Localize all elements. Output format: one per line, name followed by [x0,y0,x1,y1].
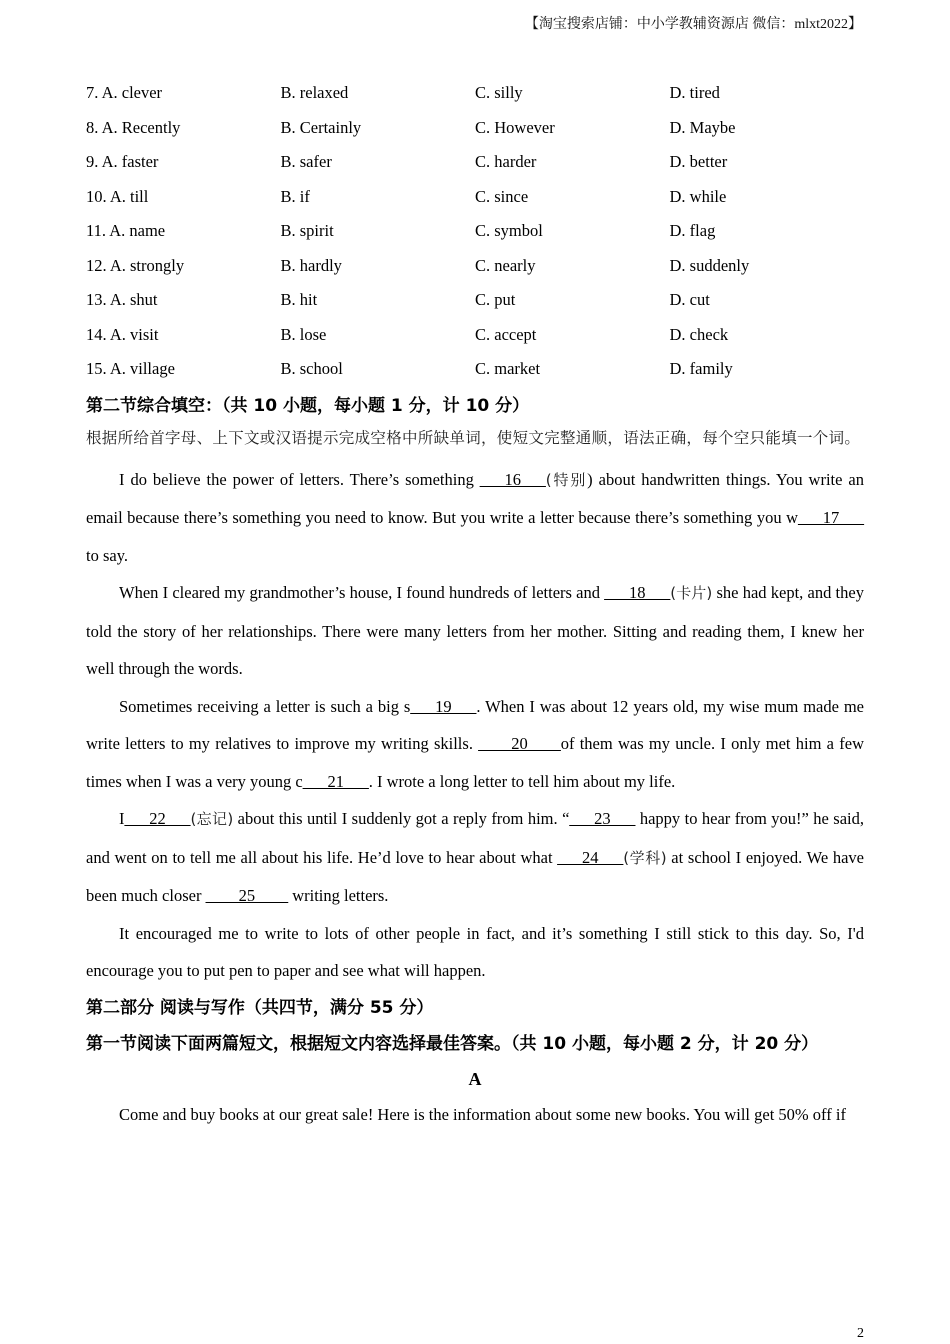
paragraph-text: about this until I suddenly got a reply from him. “ [233,809,570,828]
option-a: 12. A. strongly [86,255,185,275]
option-d: D. flag [669,221,716,241]
option-row-11 [86,214,864,249]
paragraph-text: writing letters. [288,886,389,905]
section2-title: 第二节综合填空：（共 10 小题，每小题 1 分，计 10 分） [86,395,530,416]
paragraph-text: at school I enjoyed. We have been much closer [86,847,864,905]
paragraph-text: . I wrote a long letter to tell him about my life. [368,771,676,791]
blank-21[interactable]: ___21___ [302,771,369,791]
blank-23[interactable]: ___23___ [569,809,636,828]
paragraph-text: of them was my uncle. I only met him a few times when I was a very young c [86,734,864,791]
option-c: C. market [475,359,541,379]
page-content [86,76,864,1133]
passage-a-start: Come and buy books at our great sale! Here is the information about some new books. You will get 50% off if [119,1104,846,1124]
option-a: 15. A. village [86,359,175,379]
option-d: D. Maybe [669,117,736,137]
option-c: C. nearly [475,255,536,275]
option-d: D. cut [669,290,710,310]
blank-16[interactable]: ___16___ [479,469,546,489]
paragraph-text: she had kept, and they told the story of her relationships. There were many letters from her mother. Sitting and reading them, I knew her well through the words. [86,583,864,678]
option-b: B. hit [280,290,318,310]
blank-17[interactable]: ___17___ [798,508,864,527]
hint-22: (忘记) [190,810,234,828]
option-row-12 [86,249,864,284]
paragraph-text: I [119,809,125,828]
page-number: 2 [857,1326,864,1341]
option-row-7 [86,76,864,111]
hint-24: (学科) [623,848,667,867]
option-row-14 [86,318,864,353]
option-row-15 [86,352,864,387]
blank-25[interactable]: ____25____ [205,886,289,905]
option-c: C. since [475,186,529,206]
option-b: B. relaxed [280,83,349,103]
hint-18: (卡片) [670,584,713,602]
option-d: D. family [669,359,733,379]
option-a: 13. A. shut [86,290,158,310]
option-a: 8. A. Recently [86,117,181,137]
option-c: C. symbol [475,221,543,241]
option-c: C. However [475,117,555,137]
option-row-13 [86,283,864,318]
passage-paragraph-5: It encouraged me to write to lots of other people in fact, and it’s something I still stick to this day. So, I'd encourage you to put pen to paper and see what will happen. [86,923,864,980]
option-b: B. hardly [280,255,342,275]
option-a: 11. A. name [86,221,166,241]
option-a: 7. A. clever [86,83,163,103]
option-c: C. accept [475,324,537,344]
hint-16: (特别 [545,470,588,489]
paragraph-text: Sometimes receiving a letter is such a big s [119,696,411,716]
options-list [86,76,864,387]
blank-22[interactable]: ___22___ [124,809,191,828]
option-a: 14. A. visit [86,324,159,344]
option-d: D. tired [669,83,720,103]
paragraph-text: . When I was about 12 years old, my wise mum made me write letters to my relatives to improve my writing skills. [86,696,864,753]
blank-19[interactable]: ___19___ [410,696,477,716]
option-a: 10. A. till [86,186,149,206]
option-row-8 [86,111,864,146]
passage-label: A [468,1068,482,1089]
paragraph-text: I do believe the power of letters. There’s something [119,469,480,489]
paragraph-text: to say. [86,545,129,565]
option-d: D. check [669,324,729,344]
option-row-9 [86,145,864,180]
option-d: D. better [669,152,728,172]
section2-instructions: 根据所给首字母、上下文或汉语提示完成空格中所缺单词，使短文完整通顺，语法正确，每个空只能填一个词。 [86,428,861,447]
option-b: B. lose [280,324,327,344]
option-a: 9. A. faster [86,152,159,172]
reading-section-title: 第一节阅读下面两篇短文，根据短文内容选择最佳答案。（共 10 小题，每小题 2 分，计 20 分） [86,1033,819,1054]
passage-paragraph-1 [86,461,864,575]
part2-title: 第二部分 阅读与写作（共四节，满分 55 分） [86,997,434,1018]
option-row-10 [86,180,864,215]
paragraph-text: When I cleared my grandmother’s house, I found hundreds of letters and [119,583,605,602]
passage-paragraph-2 [86,574,864,688]
option-b: B. safer [280,152,332,172]
paragraph-text: happy to hear from you!” he said, and went on to tell me all about his life. He’d love to hear about what [86,809,864,867]
option-b: B. Certainly [280,117,362,137]
option-c: C. put [475,290,516,310]
passage-paragraph-4 [86,800,864,915]
paragraph-text: ) about handwritten things. You write an email because there’s something you need to know. But you write a letter because there’s something you w [86,469,864,527]
option-d: D. while [669,186,727,206]
option-b: B. school [280,359,343,379]
page-header: 【淘宝搜索店铺：中小学教辅资源店 微信：mlxt2022】 [524,17,862,32]
option-c: C. harder [475,152,537,172]
blank-24[interactable]: ___24___ [557,847,624,867]
passage-paragraph-3 [86,688,864,801]
option-b: B. if [280,186,310,206]
blank-20[interactable]: ____20____ [478,734,561,753]
blank-18[interactable]: ___18___ [604,583,671,602]
option-b: B. spirit [280,221,334,241]
option-c: C. silly [475,83,523,103]
option-d: D. suddenly [669,255,750,275]
